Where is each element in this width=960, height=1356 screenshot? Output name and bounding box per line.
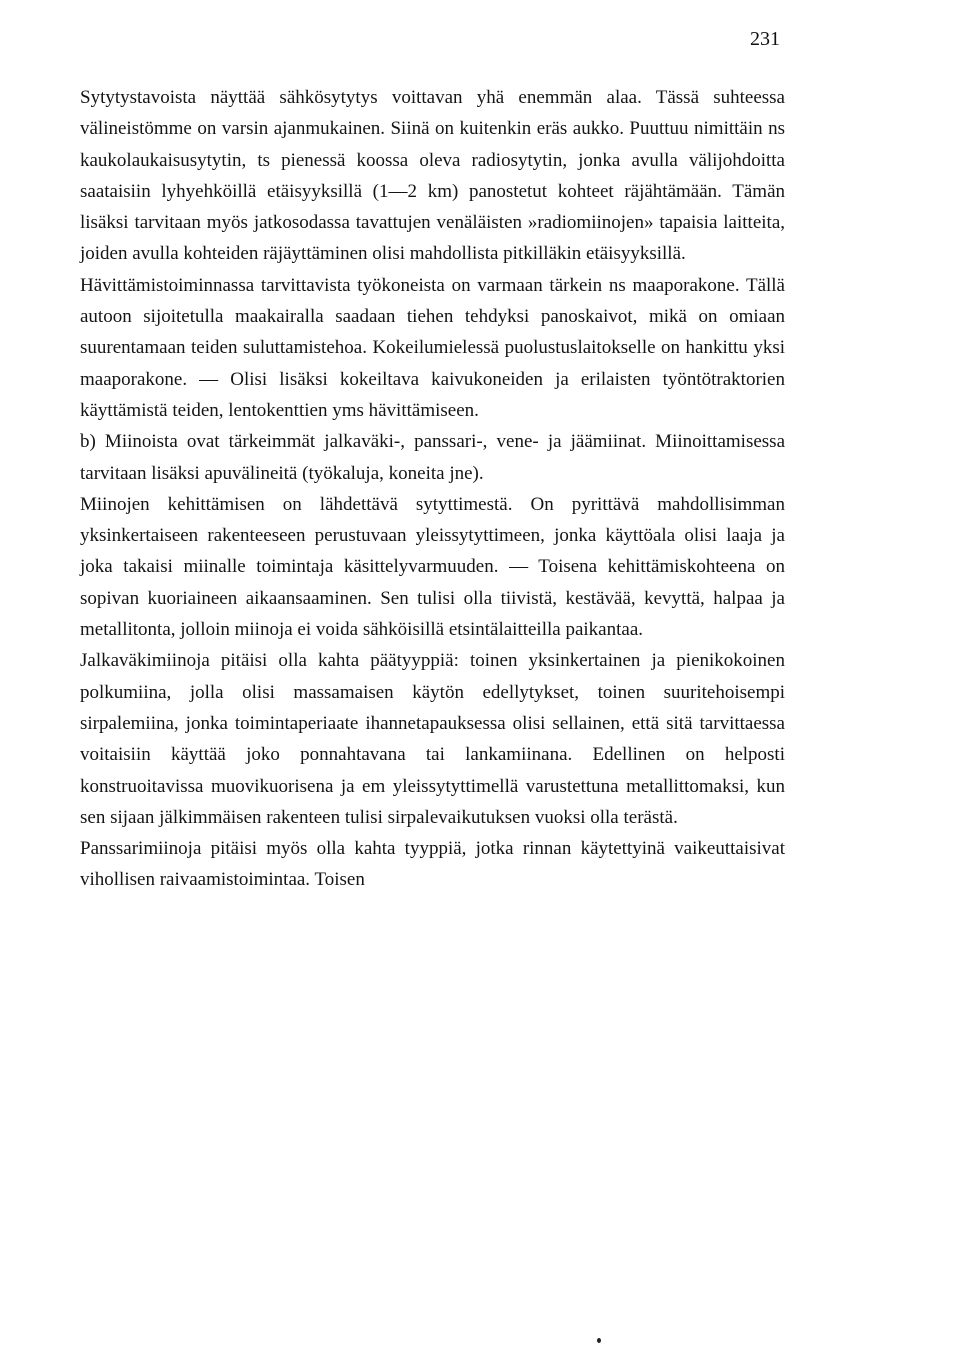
paragraph-mine-development: Miinojen kehittämisen on lähdettävä sytyttimestä. On pyrittävä mahdollisimman yksinkertaiseen rakenteeseen perustuvaan yleissytyttimeen, jonka käyttöala olisi laaja ja joka takaisi miinalle toimintaja käsittelyvarmuuden. — Toisena kehittämiskohteena on sopivan kuoriaineen aikaansaaminen. Sen tulisi olla tiivistä, kestävää, kevyttä, halpaa ja metallitonta, jolloin miinoja ei voida sähköisillä etsintälaitteilla paikantaa. [80,493,785,641]
page-number: 231 [750,28,780,50]
paragraph-infantry-mines: Jalkaväkimiinoja pitäisi olla kahta päätyyppiä: toinen yksinkertainen ja pienikokoinen polkumiina, jolla olisi massamaisen käytön edellytykset, toinen suuritehoisempi sirpalemiina, jonka toimintaperiaate ihannetapauksessa olisi sellainen, että sitä tarvittaessa voitaisiin käyttää joko ponnahtavana tai lankamiinana. Edellinen on helposti konstruoitavissa muovikuorisena ja em yleissytyttimellä varustettuna metallittomaksi, kun sen sijaan jälkimmäisen rakenteen tulisi sirpalevaikutuksen vuoksi olla terästä. [80,650,785,828]
paragraph-ignition-methods: Sytytystavoista näyttää sähkösytytys voittavan yhä enemmän alaa. Tässä suhteessa välineistömme on varsin ajanmukainen. Siinä on kuitenkin eräs aukko. Puuttuu nimittäin ns kaukolaukaisusytytin, ts pienessä koossa oleva radiosytytin, jonka avulla välijohdoitta saataisiin lyhyehköillä etäisyyksillä (1—2 km) panostetut kohteet räjähtämään. Tämän lisäksi tarvitaan myös jatkosodassa tavattujen venäläisten »radiomiinojen» tapaisia laitteita, joiden avulla kohteiden räjäyttäminen olisi mahdollista pitkilläkin etäisyyksillä. [80,87,785,265]
paragraph-mines-overview: b) Miinoista ovat tärkeimmät jalkaväki-, panssari-, vene- ja jäämiinat. Miinoittamisessa tarvitaan lisäksi apuvälineitä (työkaluja, koneita jne). [80,431,785,484]
body-text [80,82,785,896]
paragraph-demolition-machines: Hävittämistoiminnassa tarvittavista työkoneista on varmaan tärkein ns maaporakone. Tällä autoon sijoitetulla maakairalla saadaan tiehen tehdyksi panoskaivot, mikä on omiaan suurentamaan teiden suluttamistehoa. Kokeilumielessä puolustuslaitokselle on hankittu yksi maaporakone. — Olisi lisäksi kokeiltava kaivukoneiden ja erilaisten työntötraktorien käyttämistä teiden, lentokenttien yms hävittämiseen. [80,274,785,421]
paragraph-armor-mines: Panssarimiinoja pitäisi myös olla kahta tyyppiä, jotka rinnan käytettyinä vaikeuttaisivat vihollisen raivaamistoimintaa. Toisen [80,838,785,891]
stray-dot-mark [597,1338,601,1343]
